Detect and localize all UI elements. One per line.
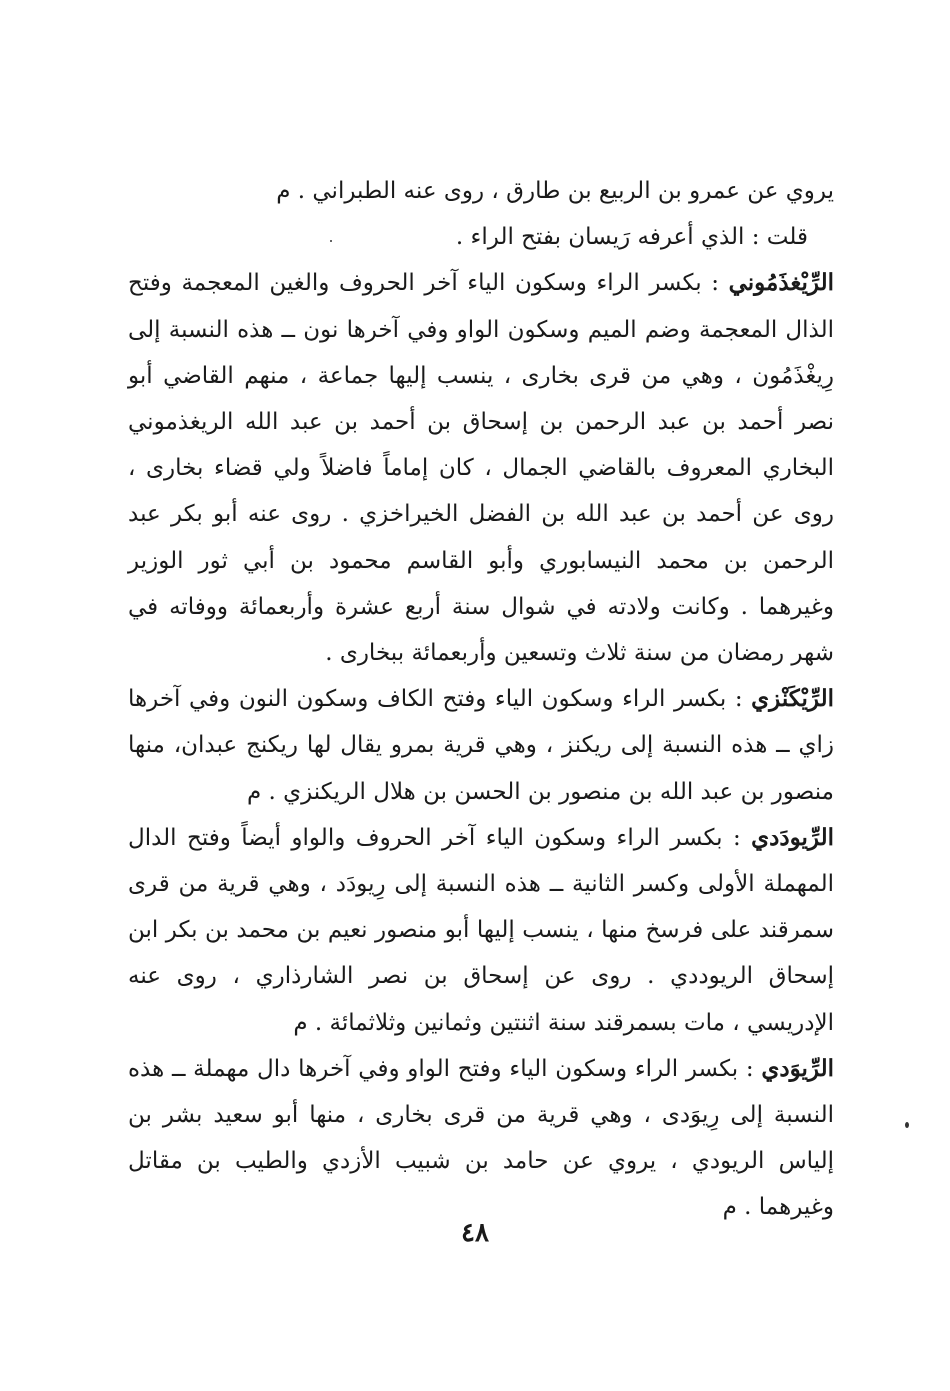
entry-alrikanzi bbox=[128, 676, 834, 815]
scan-speck bbox=[905, 1122, 909, 1128]
entry-alriwadi bbox=[128, 1046, 834, 1231]
entry-text: : بكسر الراء وسكون الياء وفتح الواو وفي آخرها دال مهملة ــ هذه النسبة إلى رِيوَدى ، وهي قرية من قرى بخارى ، منها أبو سعيد بشر بن إلياس الريودي ، يروي عن حامد بن شبيب الأزدي والطيب بن مقاتل وغيرهما . م bbox=[128, 1055, 834, 1221]
body-text bbox=[128, 168, 834, 1231]
entry-headword: الرِّيوَدي bbox=[761, 1054, 834, 1082]
paragraph-note bbox=[128, 214, 834, 260]
paragraph-continuation bbox=[128, 168, 834, 214]
entry-text: : بكسر الراء وسكون الياء آخر الحروف والغين المعجمة وفتح الذال المعجمة وضم الميم وسكون الواو وفي آخرها نون ــ هذه النسبة إلى رِيغْذَمُون ، وهي من قرى بخارى ، ينسب إليها جماعة ، منهم القاضي أبو نصر أحمد بن عبد الرحمن بن إسحاق بن أحمد بن عبد الله الريغذموني البخاري المعروف بالقاضي الجمال ، كان إماماً فاضلاً ولي قضاء بخارى ، روى عن أحمد بن عبد الله بن الفضل الخيراخزي . روى عنه أبو بكر عبد الرحمن بن محمد النيسابوري وأبو القاسم محمود بن أبي ثور الوزير وغيرهما . وكانت ولادته في شوال سنة أربع عشرة وأربعمائة ووفاته في شهر رمضان من سنة ثلاث وتسعين وأربعمائة ببخارى . bbox=[128, 270, 835, 667]
scan-speck bbox=[330, 240, 332, 242]
paragraph-text: يروي عن عمرو بن الربيع بن طارق ، روى عنه الطبراني . م bbox=[276, 178, 834, 204]
page-number: ٤٨ bbox=[461, 1218, 489, 1248]
entry-headword: الرِّيْغذَمُوني bbox=[728, 269, 834, 297]
entry-alriwdadi bbox=[128, 815, 834, 1046]
entry-text: : بكسر الراء وسكون الياء وفتح الكاف وسكون النون وفي آخرها زاي ــ هذه النسبة إلى ريكنز ، وهي قرية بمرو يقال لها ريكنج عبدان، منها منصور بن عبد الله بن منصور بن الحسن بن هلال الريكنزي . م bbox=[128, 686, 834, 805]
entry-text: : بكسر الراء وسكون الياء آخر الحروف والواو أيضاً وفتح الدال المهملة الأولى وكسر الثانية ــ هذه النسبة إلى رِيودَد ، وهي قرية من قرى سمرقند على فرسخ منها ، ينسب إليها أبو منصور نعيم بن محمد بن بكر ابن إسحاق الريوددي . روى عن إسحاق بن نصر الشارذاري ، روى عنه الإدريسي ، مات بسمرقند سنة اثنتين وثمانين وثلاثمائة . م bbox=[128, 824, 834, 1036]
entry-headword: الرِّيْكَنْزي bbox=[751, 685, 834, 713]
entry-alrighadhamuni bbox=[128, 260, 834, 676]
paragraph-text: قلت : الذي أعرفه رَيسان بفتح الراء . bbox=[455, 224, 808, 251]
entry-headword: الرِّيودَدي bbox=[751, 823, 834, 851]
